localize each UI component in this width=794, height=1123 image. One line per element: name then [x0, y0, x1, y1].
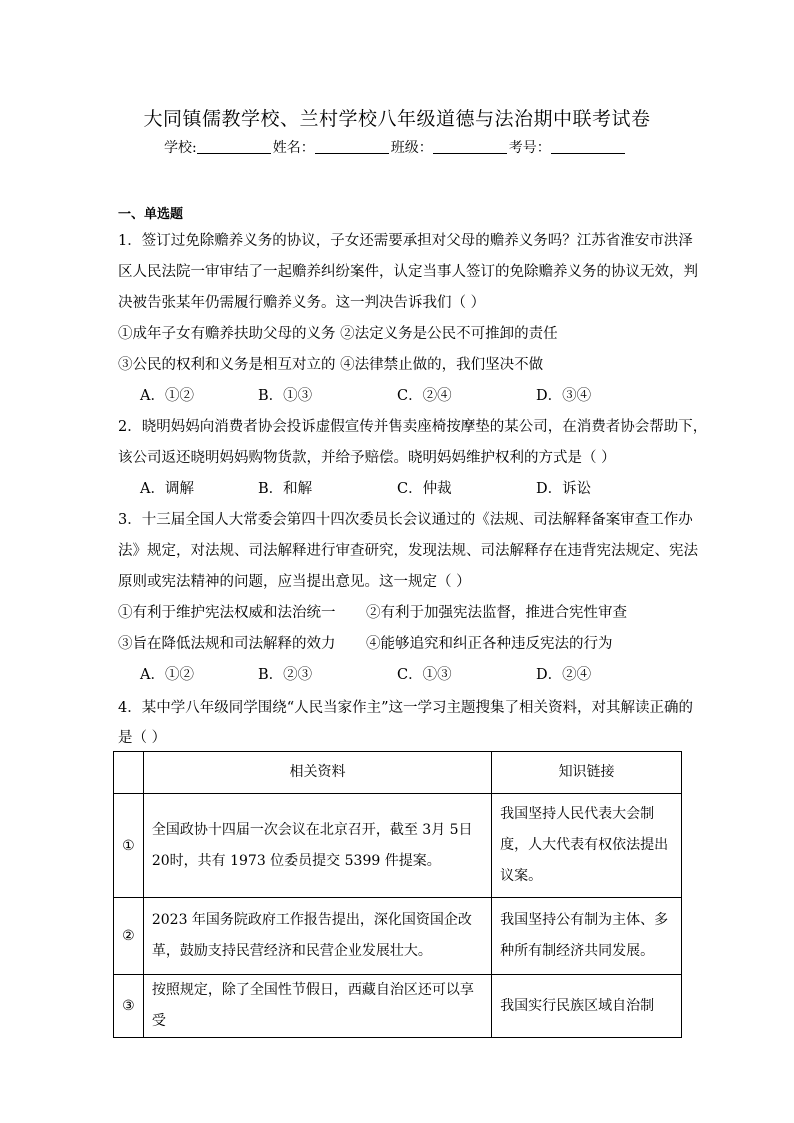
q2-stem-line: 2．晓明妈妈向消费者协会投诉虚假宣传并售卖座椅按摩垫的某公司，在消费者协会帮助下，: [118, 419, 708, 435]
section-heading: 一、单选题: [118, 207, 184, 222]
name-label: 姓名：: [272, 140, 315, 156]
q1-option-b: B．①③: [258, 388, 313, 404]
table-header-row: [114, 752, 682, 794]
q4-stem-line: 是（ ）: [118, 730, 167, 746]
q3-option-b: B．②③: [258, 667, 313, 683]
table-header-cell: 相关资料: [143, 752, 491, 794]
exam-number-label: 考号：: [508, 140, 551, 156]
q1-option-a: A．①②: [140, 388, 194, 404]
knowledge-link-cell: 我国坚持公有制为主体、多种所有制经济共同发展。: [492, 898, 682, 975]
q1-statement-line: ①成年子女有赡养扶助父母的义务 ②法定义务是公民不可推卸的责任: [118, 326, 558, 342]
q1-stem-line: 区人民法院一审审结了一起赡养纠纷案件，认定当事人签订的免除赡养义务的协议无效，判: [118, 264, 698, 280]
q3-statement-2: ②有利于加强宪法监督，推进合宪性审查: [366, 605, 627, 621]
table-row: [114, 794, 682, 898]
table-header-cell: [114, 752, 144, 794]
knowledge-link-cell: 我国实行民族区域自治制: [492, 975, 682, 1038]
school-blank: [197, 139, 271, 154]
table-row: [114, 898, 682, 975]
row-number-cell: ③: [114, 975, 144, 1038]
student-info-line: [164, 137, 627, 157]
q3-statement-1: ①有利于维护宪法权威和法治统一: [118, 605, 336, 621]
q4-material-table: [113, 751, 682, 1038]
q2-option-a: A．调解: [140, 481, 194, 497]
q2-stem-line: 该公司返还晓明妈妈购物货款，并给予赔偿。晓明妈妈维护权利的方式是（ ）: [118, 450, 616, 466]
q1-option-c: C．②④: [397, 388, 452, 404]
class-blank: [433, 139, 507, 154]
table-header-cell: 知识链接: [492, 752, 682, 794]
material-cell: 全国政协十四届一次会议在北京召开，截至 3月 5日 20时，共有 1973 位委员提交 5399 件提案。: [143, 794, 491, 898]
q1-statement-line: ③公民的权利和义务是相互对立的 ④法律禁止做的，我们坚决不做: [118, 357, 544, 373]
q2-option-b: B．和解: [258, 481, 313, 497]
q3-statement-4: ④能够追究和纠正各种违反宪法的行为: [366, 636, 613, 652]
q3-option-a: A．①②: [140, 667, 194, 683]
exam-title: 大同镇儒教学校、兰村学校八年级道德与法治期中联考试卷: [143, 108, 651, 130]
q3-option-c: C．①③: [397, 667, 452, 683]
class-label: 班级：: [390, 140, 433, 156]
name-blank: [315, 139, 389, 154]
q3-stem-line: 法》规定，对法规、司法解释进行审查研究，发现法规、司法解释存在违背宪法规定、宪法: [118, 543, 698, 559]
row-number-cell: ②: [114, 898, 144, 975]
q1-stem-line: 决被告张某年仍需履行赡养义务。这一判决告诉我们（ ）: [118, 295, 486, 311]
q3-stem-line: 3．十三届全国人大常委会第四十四次委员长会议通过的《法规、司法解释备案审查工作办: [118, 512, 693, 528]
q1-stem-line: 1．签订过免除赡养义务的协议，子女还需要承担对父母的赡养义务吗？江苏省淮安市洪泽: [118, 233, 693, 249]
q3-option-d: D．②④: [536, 667, 592, 683]
table-row: [114, 975, 682, 1038]
material-cell: 按照规定，除了全国性节假日，西藏自治区还可以享受: [143, 975, 491, 1038]
exam-number-blank: [551, 139, 625, 154]
q3-stem-line: 原则或宪法精神的问题，应当提出意见。这一规定（ ）: [118, 574, 471, 590]
q2-option-d: D．诉讼: [536, 481, 592, 497]
q4-stem-line: 4．某中学八年级同学围绕“人民当家作主”这一学习主题搜集了相关资料，对其解读正确的: [118, 700, 694, 716]
q1-option-d: D．③④: [536, 388, 592, 404]
q3-statement-3: ③旨在降低法规和司法解释的效力: [118, 636, 336, 652]
knowledge-link-cell: 我国坚持人民代表大会制度，人大代表有权依法提出议案。: [492, 794, 682, 898]
row-number-cell: ①: [114, 794, 144, 898]
material-cell: 2023 年国务院政府工作报告提出，深化国资国企改革，鼓励支持民营经济和民营企业发展壮大。: [143, 898, 491, 975]
q2-option-c: C．仲裁: [397, 481, 452, 497]
school-label: 学校:: [164, 140, 197, 156]
